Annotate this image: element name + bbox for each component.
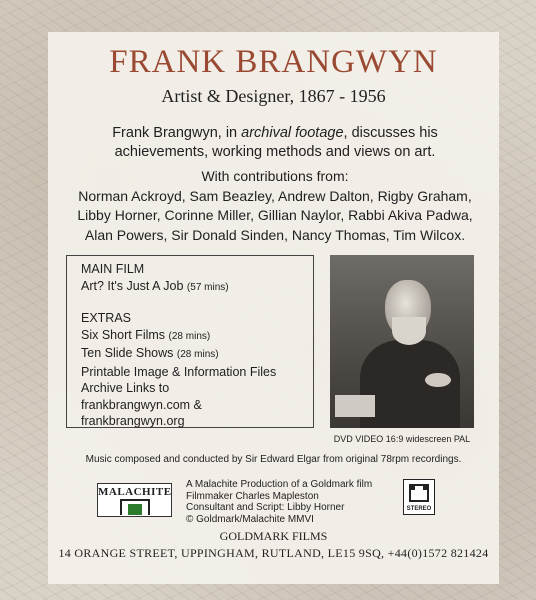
page-subtitle: Artist & Designer, 1867 - 1956 xyxy=(161,86,386,106)
main-film-duration: (57 mins) xyxy=(186,281,229,293)
extras-item-label: Printable Image & Information Files xyxy=(81,364,277,379)
main-film-title: Art? It's Just A Job xyxy=(81,278,184,293)
extras-item xyxy=(81,327,313,346)
intro-line2: achievements, working methods and views on art. xyxy=(114,144,436,160)
credit-line: Filmmaker Charles Mapleston xyxy=(186,490,319,502)
main-film-item xyxy=(81,278,313,297)
production-credits xyxy=(186,479,396,525)
photo-figure-hand xyxy=(425,373,451,387)
extras-item-label: Archive Links to xyxy=(81,381,170,395)
credit-line: A Malachite Production of a Goldmark film xyxy=(186,479,373,490)
contributions-heading: With contributions from: xyxy=(201,168,349,184)
extras-item xyxy=(81,397,313,414)
extras-heading: EXTRAS xyxy=(81,311,132,325)
contents-box xyxy=(66,255,314,428)
contributions-line: Norman Ackroyd, Sam Beazley, Andrew Dalton, Rigby Graham, xyxy=(78,187,472,204)
extras-item xyxy=(81,380,313,397)
page-title: FRANK BRANGWYN xyxy=(109,44,438,80)
extras-item-label: frankbrangwyn.com & xyxy=(81,397,202,412)
contributions-line: Libby Horner, Corinne Miller, Gillian Naylor, Rabbi Akiva Padwa, xyxy=(77,207,473,223)
contributions xyxy=(56,167,494,245)
photo-paper xyxy=(335,395,375,417)
extras-item xyxy=(81,413,313,430)
stereo-label: STEREO xyxy=(406,506,432,512)
extras-item-duration: (28 mins) xyxy=(176,349,219,360)
music-credit: Music composed and conducted by Sir Edward Elgar from original 78rpm recordings. xyxy=(85,454,462,465)
dvd-format-info: DVD VIDEO 16:9 widescreen PAL xyxy=(333,434,471,444)
intro-before: Frank Brangwyn, in xyxy=(112,125,242,141)
logo-text: MALACHITE xyxy=(98,486,172,498)
main-film-heading: MAIN FILM xyxy=(81,262,145,276)
malachite-logo xyxy=(97,483,172,517)
extras-item xyxy=(81,364,313,381)
photo-figure-beard xyxy=(392,317,426,345)
company-address: 14 ORANGE STREET, UPPINGHAM, RUTLAND, LE15 9SQ, +44(0)1572 821424 xyxy=(58,546,489,560)
intro-after: , discusses his xyxy=(343,125,438,141)
extras-item-label: frankbrangwyn.org xyxy=(81,414,185,428)
extras-item-duration: (28 mins) xyxy=(168,330,211,342)
logo-mark-icon xyxy=(120,499,150,515)
extras-item-label: Six Short Films xyxy=(81,327,166,342)
extras-item xyxy=(81,345,313,364)
intro-text xyxy=(60,124,490,162)
credit-line: © Goldmark/Malachite MMVI xyxy=(186,513,314,525)
contributions-line: Alan Powers, Sir Donald Sinden, Nancy Thomas, Tim Wilcox. xyxy=(84,226,466,243)
extras-item-label: Ten Slide Shows xyxy=(81,346,174,360)
company-name: GOLDMARK FILMS xyxy=(219,529,328,543)
stereo-icon xyxy=(403,479,435,515)
credit-line: Consultant and Script: Libby Horner xyxy=(186,502,345,513)
stereo-symbol-icon xyxy=(409,484,429,502)
intro-emphasis: archival footage xyxy=(241,125,344,141)
artist-photo xyxy=(330,255,474,428)
